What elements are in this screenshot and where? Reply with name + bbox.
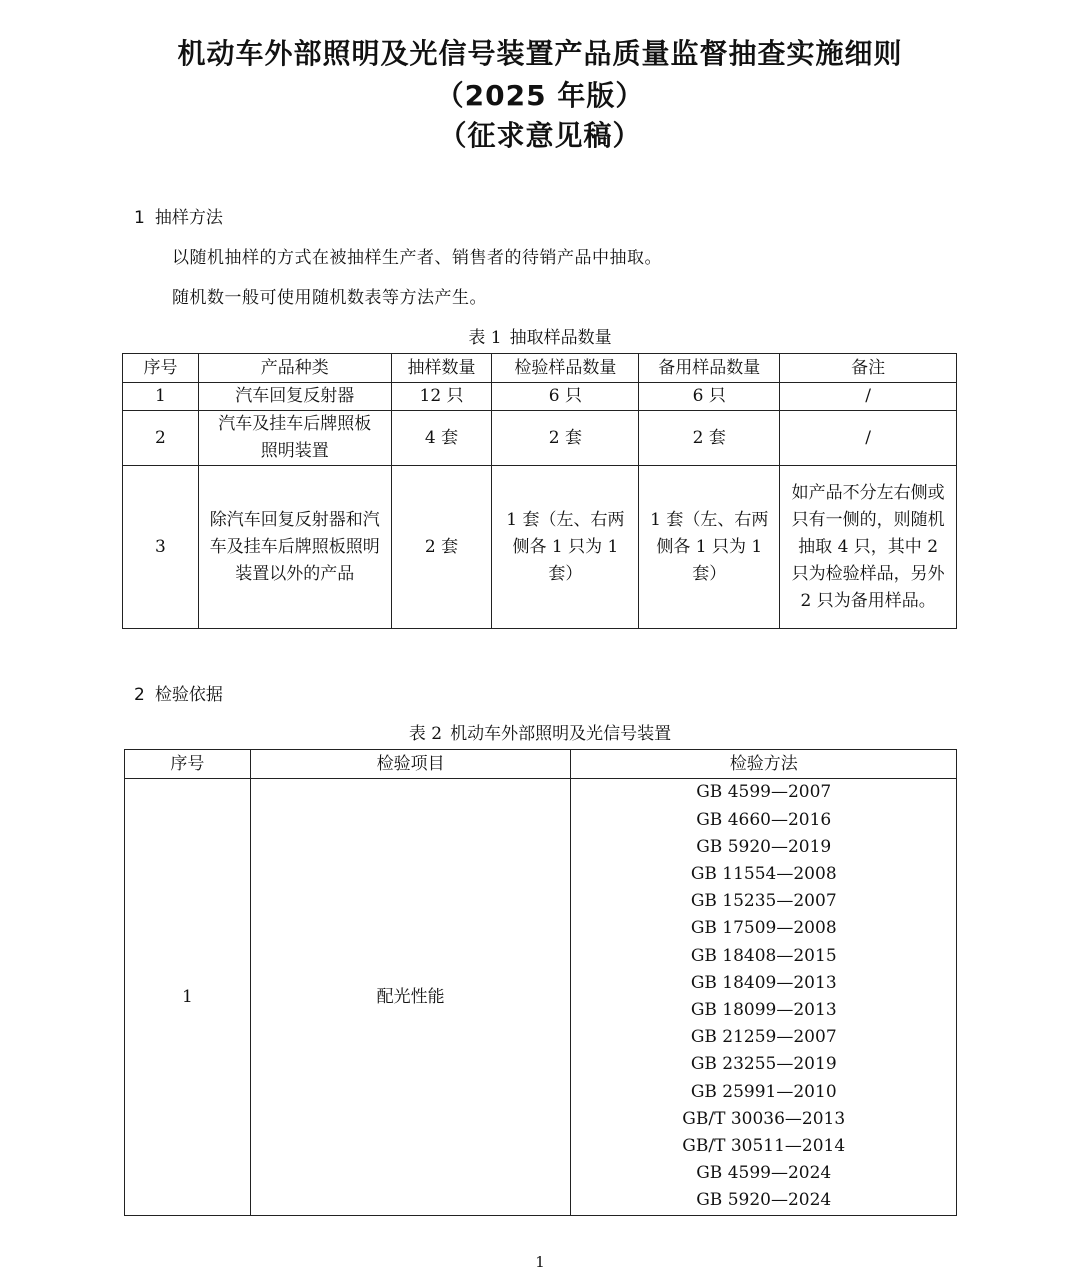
header-product-type: 产品种类 xyxy=(198,354,391,383)
section-2-number: 2 xyxy=(134,685,145,705)
cell-test-quantity: 2 套 xyxy=(492,411,639,466)
document-version: （2025 年版） xyxy=(435,79,645,112)
header-backup-sample-quantity: 备用样品数量 xyxy=(639,354,780,383)
section-2-title: 检验依据 xyxy=(154,685,223,705)
method-standard: GB 23255—2019 xyxy=(690,1054,837,1075)
method-standard: GB 15235—2007 xyxy=(690,891,837,912)
cell-sample-quantity: 2 套 xyxy=(391,466,492,629)
method-standard: GB 21259—2007 xyxy=(690,1027,837,1048)
document-draft-label: （征求意见稿） xyxy=(438,119,642,152)
table-header-row xyxy=(125,750,957,779)
method-standard: GB 4599—2024 xyxy=(696,1163,832,1184)
method-standard: GB 17509—2008 xyxy=(690,918,837,939)
cell-backup-quantity: 6 只 xyxy=(639,383,780,411)
cell-sample-quantity: 12 只 xyxy=(391,383,492,411)
section-1-title: 抽样方法 xyxy=(154,208,223,228)
method-standard: GB/T 30511—2014 xyxy=(682,1136,846,1157)
cell-test-quantity: 1 套（左、右两侧各 1 只为 1 套） xyxy=(492,466,639,629)
section-1-paragraph-1: 以随机抽样的方式在被抽样生产者、销售者的待销产品中抽取。 xyxy=(172,248,662,268)
cell-backup-quantity: 2 套 xyxy=(639,411,780,466)
cell-product-type: 汽车及挂车后牌照板照明装置 xyxy=(198,411,391,466)
method-standard: GB 25991—2010 xyxy=(690,1081,837,1102)
inspection-basis-table xyxy=(124,749,957,1216)
cell-inspection-item: 配光性能 xyxy=(250,779,571,1216)
cell-no: 2 xyxy=(123,411,199,466)
section-1-number: 1 xyxy=(134,208,145,228)
header-test-sample-quantity: 检验样品数量 xyxy=(492,354,639,383)
cell-sample-quantity: 4 套 xyxy=(391,411,492,466)
table-1-caption xyxy=(0,326,1080,350)
sampling-quantity-table xyxy=(122,353,957,629)
header-inspection-item: 检验项目 xyxy=(250,750,571,779)
method-standard: GB 4599—2007 xyxy=(696,782,832,803)
cell-product-type: 汽车回复反射器 xyxy=(198,383,391,411)
method-standard: GB 18408—2015 xyxy=(690,945,837,966)
section-2-heading xyxy=(134,683,223,707)
cell-inspection-methods xyxy=(571,779,957,1216)
cell-test-quantity: 6 只 xyxy=(492,383,639,411)
method-standard: GB 5920—2024 xyxy=(696,1190,832,1211)
header-inspection-method: 检验方法 xyxy=(571,750,957,779)
page-number: 1 xyxy=(535,1253,545,1271)
cell-no: 1 xyxy=(123,383,199,411)
method-standard: GB 18099—2013 xyxy=(690,1000,837,1020)
method-standard: GB 11554—2008 xyxy=(690,863,837,884)
table-row xyxy=(125,779,957,1216)
table-1-caption-number: 表 1 xyxy=(468,328,502,348)
table-header-row xyxy=(123,354,957,383)
header-remark: 备注 xyxy=(780,354,957,383)
header-sample-quantity: 抽样数量 xyxy=(391,354,492,383)
document-title: 机动车外部照明及光信号装置产品质量监督抽查实施细则 xyxy=(177,37,903,70)
cell-backup-quantity: 1 套（左、右两侧各 1 只为 1 套） xyxy=(639,466,780,629)
table-2-caption xyxy=(0,722,1080,746)
header-no: 序号 xyxy=(125,750,251,779)
table-row xyxy=(123,466,957,629)
table-2-caption-text: 机动车外部照明及光信号装置 xyxy=(450,724,672,744)
section-1-paragraph-2: 随机数一般可使用随机数表等方法产生。 xyxy=(172,288,487,308)
cell-remark: / xyxy=(780,383,957,411)
method-standard: GB 18409—2013 xyxy=(690,972,837,993)
table-2-caption-number: 表 2 xyxy=(408,724,443,744)
cell-product-type: 除汽车回复反射器和汽车及挂车后牌照板照明装置以外的产品 xyxy=(198,466,391,629)
header-no: 序号 xyxy=(123,354,199,383)
table-row xyxy=(123,411,957,466)
method-standard: GB/T 30036—2013 xyxy=(682,1108,846,1129)
method-standard: GB 4660—2016 xyxy=(696,809,832,830)
cell-no: 1 xyxy=(125,779,251,1216)
cell-remark: / xyxy=(780,411,957,466)
table-row xyxy=(123,383,957,411)
table-1-caption-text: 抽取样品数量 xyxy=(509,328,612,348)
cell-no: 3 xyxy=(123,466,199,629)
method-standard: GB 5920—2019 xyxy=(696,836,832,857)
cell-remark: 如产品不分左右侧或只有一侧的，则随机抽取 4 只，其中 2 只为检验样品，另外 2 只为备用样品。 xyxy=(780,466,957,629)
section-1-heading xyxy=(134,206,223,230)
